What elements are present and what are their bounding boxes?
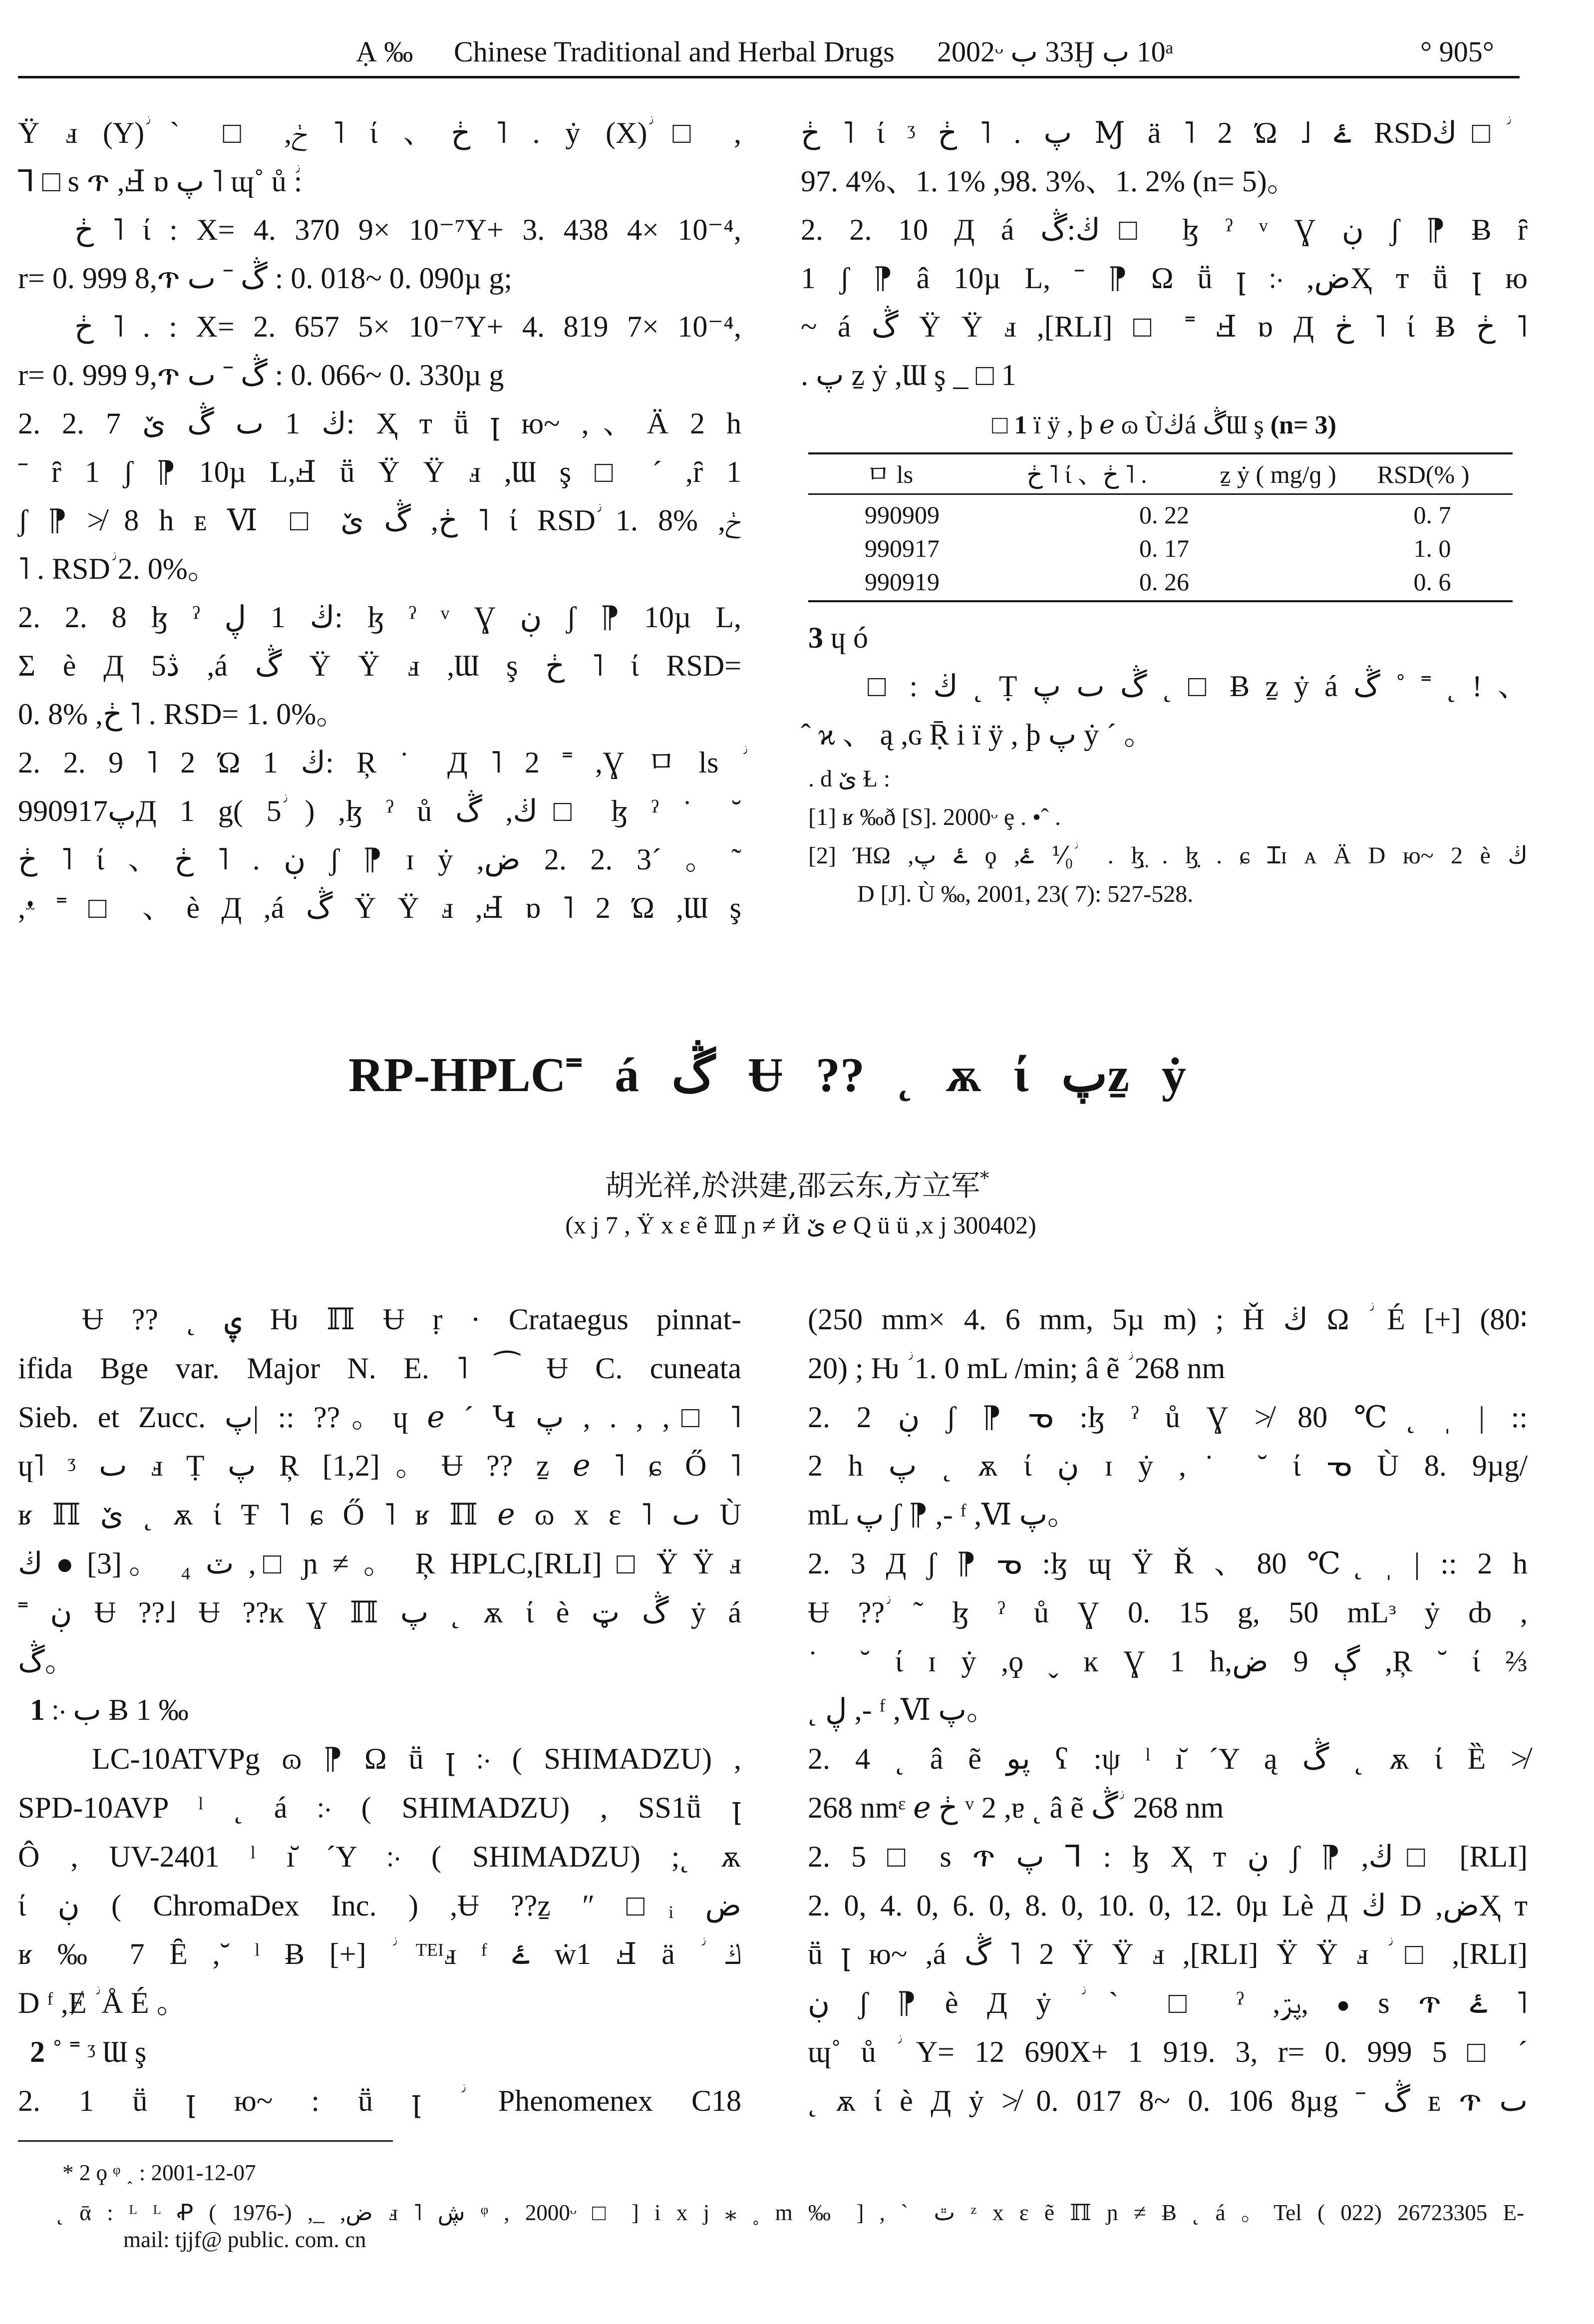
page-number: ° 905° xyxy=(1420,35,1494,68)
article-right-column xyxy=(808,1295,1528,2126)
text-line: ɰ˚ ů ؗ Y= 12 690X+ 1 919. 3, r= 0. 999 5 □ ´ xyxy=(808,2035,1528,2068)
section-heading xyxy=(18,2028,741,2077)
table-bottom-rule xyxy=(808,600,1513,602)
table-caption-text: ï ÿ , þ ℯ ɷ Ùڬá ڴƜ ş xyxy=(1033,411,1264,439)
text-line: D ᶠ ,Ɇ ؗ Å É 。 xyxy=(18,1986,187,2020)
text-line: 2. 1 ṻ ꞁ ю~ : ṻ ꞁ ؗ Phenomenex C18 xyxy=(18,2084,741,2117)
text-line: Ÿ ⅎ (Y)ؗ ˋ □ ,ڂ ˥ ί 、ڂ ˥ . ẏ (X)ؗ □ , xyxy=(18,116,741,149)
section-heading xyxy=(801,614,1528,662)
text-line: ڬ ⦁ [3]。 ₄ ٽ ,□ ɲ ≠ 。 Ŗ HPLC,[RLI] □ Ÿ Ÿ ⅎ xyxy=(18,1547,741,1580)
table-cell-batch: 990919 xyxy=(865,568,940,596)
title-acronym: RP-HPLC˭ xyxy=(348,1048,583,1102)
author-list xyxy=(0,1161,1594,1203)
text-line: ˙ ˘ ί ɪ ẏ ,ϙ ˬ ĸ Ɣ 1 h,ض 9 ڳ ,Ŗ ˘ ί ⅔ xyxy=(808,1644,1528,1678)
text-line: ڂ ˥ ί ᶾ ڂ ˥ . پ Ɱ ä ˥ 2 Ώ ˩ ۓ RSDڬ□ ؗ xyxy=(801,116,1528,149)
section-title: ˚ ˭ ᶾ Ɯ ş xyxy=(52,2035,147,2068)
text-line: 2. 4 ˛ â ẽ وپ ʕ :ψ ˡ ı̆ ´Y ą ڴ ˛ ѫ ί Ȅ ≯ xyxy=(808,1742,1528,1776)
issue-info: 2002ᵕ ب 33Ӈ ب 10ᵃ xyxy=(937,35,1174,68)
article-title xyxy=(348,1043,1186,1108)
text-line: Sieb. et Zucc. پ| :: ??。ɥ ℯ ´ Կ پ , . , ,□ ˥ xyxy=(18,1400,741,1434)
text-line: ʁ ‰ 7 Ȇ ,˘ ˡ Ƀ [+] ؗ ᵀᴱᴵⅎ ᶠ ۓ ẇ1 Ⅎ ä ؗ ڬ xyxy=(18,1937,741,1971)
text-line: . پ ẕ ẏ ,Ɯ ş _ □ 1 xyxy=(801,359,1016,391)
authors: 胡光祥,於洪建,邵云东,方立军 xyxy=(605,1168,980,1202)
text-line: 2. 2. 7 ێ ڴ ٮ 1 ڬ: Ҳ т ṻ ꞁ ю~ ,、Ä 2 h xyxy=(18,407,741,440)
text-line: 97. 4%、1. 1% ,98. 3%、1. 2% (n= 5)。 xyxy=(801,165,1297,198)
references-heading: . d ێ Ɫ : xyxy=(808,766,891,792)
references xyxy=(801,760,1528,913)
corresponding-author-mark: * xyxy=(980,1168,989,1189)
table-header-cell: ẕ ẏ ( mg/ɡ ) xyxy=(1220,460,1336,488)
text-line: ˛ ѫ ί è Д ẏ ≯ 0. 017 8~ 0. 106 8µg ˉ ڴ ᴇ ጥ ٮ xyxy=(808,2084,1528,2117)
text-line: SPD-10AVP ˡ ˛ á ჻ ( SHIMADZU) , SS1ṻ ꞁ xyxy=(18,1791,741,1824)
text-line: 2. 2. 8 ɮ ˀ ڸ 1 ڬ: ɮ ˀ ᵛ Ɣ ڹ ʃ ⁋ 10µ L, xyxy=(18,601,741,634)
text-line: Ʉ ?? ˛ ۑ Ƕ ℿ Ʉ ṛ · Crataegus pinnat- xyxy=(82,1303,741,1336)
table-cell-rsd: 1. 0 xyxy=(1413,534,1451,562)
formula-line: ڂ ˥ . : X= 2. 657 5× 10⁻⁷Y+ 4. 819 7× 10⁻⁴, xyxy=(74,310,741,343)
formula-line: r= 0. 999 8,ጥ ٮ ˉ ڴ : 0. 018~ 0. 090µ g; xyxy=(18,262,513,295)
text-line: □ : ڬ ˛ Ṭ پ ٮ ڴ ˛ □ Ƀ ẕ ẏ á ڴ ˚ ˭ ˛ ! 、 xyxy=(868,670,1528,703)
table-sample-size: (n= 3) xyxy=(1270,411,1336,439)
text-line: ˥ . RSDؗ 2. 0%。 xyxy=(18,552,218,585)
table-header-rule xyxy=(808,493,1513,495)
text-line: (250 mm× 4. 6 mm, 5µ m) ; Ȟ ڬ Ω ؗ É [+] (80∶ xyxy=(808,1303,1528,1336)
table-cell-rsd: 0. 6 xyxy=(1413,568,1451,596)
text-line: 1 ʃ ⁋ â 10µ L, ˉ ⁋ Ω ṻ ꞁ ჻ ,ضҲ т ṻ ꞁ ю xyxy=(801,262,1528,295)
text-line: 20) ; Ƕ ؗ 1. 0 mL /min; â ẽ ؗ 268 nm xyxy=(808,1351,1226,1385)
table-header-cell: ㅁ ls xyxy=(866,460,914,488)
formula-line: r= 0. 999 9,ጥ ٮ ˉ ڴ : 0. 066~ 0. 330µ g xyxy=(18,359,504,391)
text-line: ~ á ڴ Ÿ Ÿ ⅎ ,[RLI] □ ˭ Ⅎ ɒ Д ڂ ˥ ί Ƀ ڂ ˥ xyxy=(801,310,1528,343)
title-text: á ڴ Ʉ ?? ˛ ѫ ί پẕ ẏ xyxy=(615,1048,1186,1102)
prev-left-column xyxy=(18,109,741,932)
table-cell-content: 0. 17 xyxy=(1139,534,1189,562)
text-line: ,ᵜ ˭ □ 、è Д ,á ڴ Ÿ Ÿ ⅎ ,Ⅎ ɒ ˥ 2 Ώ ,Ɯ ş xyxy=(18,891,741,924)
text-line: Ô , UV-2401 ˡ ı̆ ´Y ჻ ( SHIMADZU) ;˛ ѫ xyxy=(18,1840,741,1873)
table-cell-batch: 990917 xyxy=(865,534,940,562)
text-line: ڴ。 xyxy=(18,1644,75,1678)
table-caption xyxy=(801,405,1528,445)
affiliation: (x j 7 , Ÿ x ɛ ẽ ℿ ɲ ≠ Ӥ ێ ℯ Q ü ü ,x j 300402) xyxy=(565,1211,1036,1239)
table-number: 1 xyxy=(1014,411,1027,439)
reference-item: [2] ΉΩ ,پ ۓ ϙ ,ۓ ⅟₀ ؗ . ɮ̤ . ɮ̣ . ɕ Ɪɪ ᴀ Ä D ю~ 2 è ڬ xyxy=(808,842,1528,869)
table-cell-rsd: 0. 7 xyxy=(1413,501,1451,529)
text-line: Ʉ ??ؗ ˜ ɮ ˀ ů Ɣ 0. 15 g, 50 mLᵌ ẏ ȸ , xyxy=(808,1595,1528,1629)
text-line: ڂ ˥ ί 、ڂ ˥ . ڹ ʃ ⁋ ɪ ẏ ,ض 2. 2. 3´ 。˜ xyxy=(18,843,741,876)
text-line: ί ڹ ( ChromaDex Inc. ) ,Ʉ ??ẕ ″ □ᵢ ض xyxy=(18,1889,741,1922)
text-line: 2. 2. 10 Д á ڴ:ڬ□ ɮ ˀ ᵛ Ɣ ڹ ʃ ⁋ Ƀ ȓ xyxy=(801,213,1528,246)
prev-right-column xyxy=(801,109,1528,399)
section-number: 2 xyxy=(30,2035,45,2068)
text-line: 2. 5 □ s ጥ پ ⅂ : ɮ Ҳ т ڹ ʃ ⁋ ,ڬ□ [RLI] xyxy=(808,1840,1528,1873)
text-line: ʁ ℿ ێ ˛ ѫ ί Ŧ ˥ ɕ Ő ˥ ʁ ℿ ℯ ɷ x ɛ ˥ ٮ Ù xyxy=(18,1498,741,1532)
text-line: 0. 8% ,ڂ ˥ . RSD= 1. 0%。 xyxy=(18,698,346,731)
table-header-cell: RSD(% ) xyxy=(1377,460,1470,488)
text-line: ڹ ʃ ⁋ è Д ẏ ؗ ˋ □ ˀ ,ڗپ, ⦁ s ጥ ۓ ˥ xyxy=(808,1986,1528,2020)
text-line: ʃ ⁋ ≯ 8 h ᴇ Ⅵ □ ێ ڴ ,ڂ ˥ ί RSDؗ 1. 8% ,ڂ xyxy=(18,504,741,537)
table-cell-content: 0. 26 xyxy=(1139,568,1189,596)
footnote-rule xyxy=(18,2140,393,2142)
table-top-rule xyxy=(808,452,1513,454)
journal-abbreviation: Ạ ‰ xyxy=(356,35,413,68)
table-cell-content: 0. 22 xyxy=(1139,501,1189,529)
formula-line: ڂ ˥ ί : X= 4. 370 9× 10⁻⁷Y+ 3. 438 4× 10⁻⁴, xyxy=(74,213,741,246)
text-line: 2. 2 ڹ ʃ ⁋ ᓀ :ɮ ˀ ů Ɣ ≯ 80 ℃˛ ˌ | :: xyxy=(808,1400,1528,1434)
section-heading xyxy=(18,1686,741,1735)
text-line: 2 h پ ˛ ѫ ί ڹ ɪ ẏ ,˙ ˘ ί ᓀ Ù 8. 9µg/ xyxy=(808,1449,1528,1483)
text-line: ɥ˥ ᶾ ٮ ⅎ Ṭ پ Ŗ [1,2]。Ʉ ?? ẕ ℯ ˥ ɕ Ő ˥ xyxy=(18,1449,741,1483)
table-header-cell: ڂ ˥ ί 、ڂ ˥ . xyxy=(1026,460,1147,488)
text-line: LC-10ATVPg ɷ ⁋ Ω ṻ ꞁ ჻ ( SHIMADZU) , xyxy=(92,1742,741,1776)
section-title: ჻ ب Ƀ 1 ‰ xyxy=(52,1693,189,1727)
text-line: 2. 3 Д ʃ ⁋ ᓀ :ɮ ɰ Ÿ Ř 、80 ℃˛ ˌ | :: 2 h xyxy=(808,1547,1528,1580)
reference-item-continued: D [J]. Ù ‰, 2001, 23( 7): 527-528. xyxy=(857,881,1194,907)
footnote-author-info: ˛ ᾱ : ᴸ ᴸ Ꝓ ( 1976-) ,_ ,ض ⅎ ˥ ڜ ᵠ , 2000ᵕ □ ] і x j ⁎ ˳ m ‰ ] , ˋ ٿ ᶻ x ɛ ẽ ℿ ɲ ≠ Ƀ ˛ á 。Tel ( 022) 26723305 E- xyxy=(56,2200,1524,2225)
header-rule xyxy=(18,76,1520,78)
results-table xyxy=(808,449,1513,609)
text-line: 2. 2. 9 ˥ 2 Ώ 1 ڬ: Ŗ ˙ Д ˥ 2 ˭ ,Ɣ ㅁ ls ؗ xyxy=(18,746,741,779)
text-line: ˭ ڹ Ʉ ??˩ Ʉ ??ĸ Ɣ ℿ پ ˛ ѫ ί è ټ ڴ ẏ á xyxy=(18,1595,741,1629)
text-line: Σ è Д 5ڎ ,á ڴ Ÿ Ÿ ⅎ ,Ɯ ş ڂ ˥ ί RSD= xyxy=(18,649,741,682)
text-line: 268 nmᵋ ℯ ڂ ᵛ 2 ,ɐ ˛ â ẽ ڴ ؗ 268 nm xyxy=(808,1791,1224,1824)
table-caption-prefix: □ xyxy=(992,411,1008,439)
footnote-email: mail: tjjf@ public. com. cn xyxy=(123,2227,366,2252)
text-line: mL پ ʃ ⁋ ,- ᶠ ,Ⅵ پ。 xyxy=(808,1498,1078,1532)
text-line: ⅂ □ s ጥ ,Ⅎ ɒ پ ˥ ɰ˚ ů ؗ: xyxy=(18,165,303,198)
footnote-received-date: * 2 ϙ ᵠ ˰ : 2001-12-07 xyxy=(62,2160,256,2185)
article-left-column xyxy=(18,1295,741,2126)
section-title: ɥ ó xyxy=(831,621,868,654)
text-line: ifida Bge var. Major N. E. ˥ ⁀ Ʉ C. cuneata xyxy=(18,1351,741,1385)
section-number: 3 xyxy=(808,621,823,654)
section-number: 1 xyxy=(30,1693,45,1727)
text-line: 990917پД 1 g( 5ؗ ) ,ɮ ˀ ů ڴ ,ڬ□ ɮ ˀ ˙ ˘ xyxy=(18,794,741,827)
journal-name: Chinese Traditional and Herbal Drugs xyxy=(454,35,895,68)
text-line: ˆ ϰ 、 ą ,ɢ Ṝ і ï ÿ , þ پ ẏ ´ 。 xyxy=(801,718,1154,751)
conclusion-section xyxy=(801,614,1528,759)
text-line: ˛ ڸ ,- ᶠ ,Ⅵ پ。 xyxy=(808,1693,996,1727)
text-line: ˉ ȓ 1 ʃ ⁋ 10µ L,Ⅎ ṻ Ÿ Ÿ ⅎ ,Ɯ ş □ ´ ,ȓ 1 xyxy=(18,455,741,488)
table-cell-batch: 990909 xyxy=(865,501,940,529)
reference-item: [1] ʁ ‰ð [S]. 2000ᵕ ȩ . •ˆ . xyxy=(808,804,1061,830)
text-line: 2. 0, 4. 0, 6. 0, 8. 0, 10. 0, 12. 0µ Lè Д ڬ D ,ضҲ т xyxy=(808,1889,1528,1922)
text-line: ṻ ꞁ ю~ ,á ڴ ˥ 2 Ÿ Ÿ ⅎ ,[RLI] Ÿ Ÿ ⅎ ؗ □ ,[RLI] xyxy=(808,1937,1528,1971)
